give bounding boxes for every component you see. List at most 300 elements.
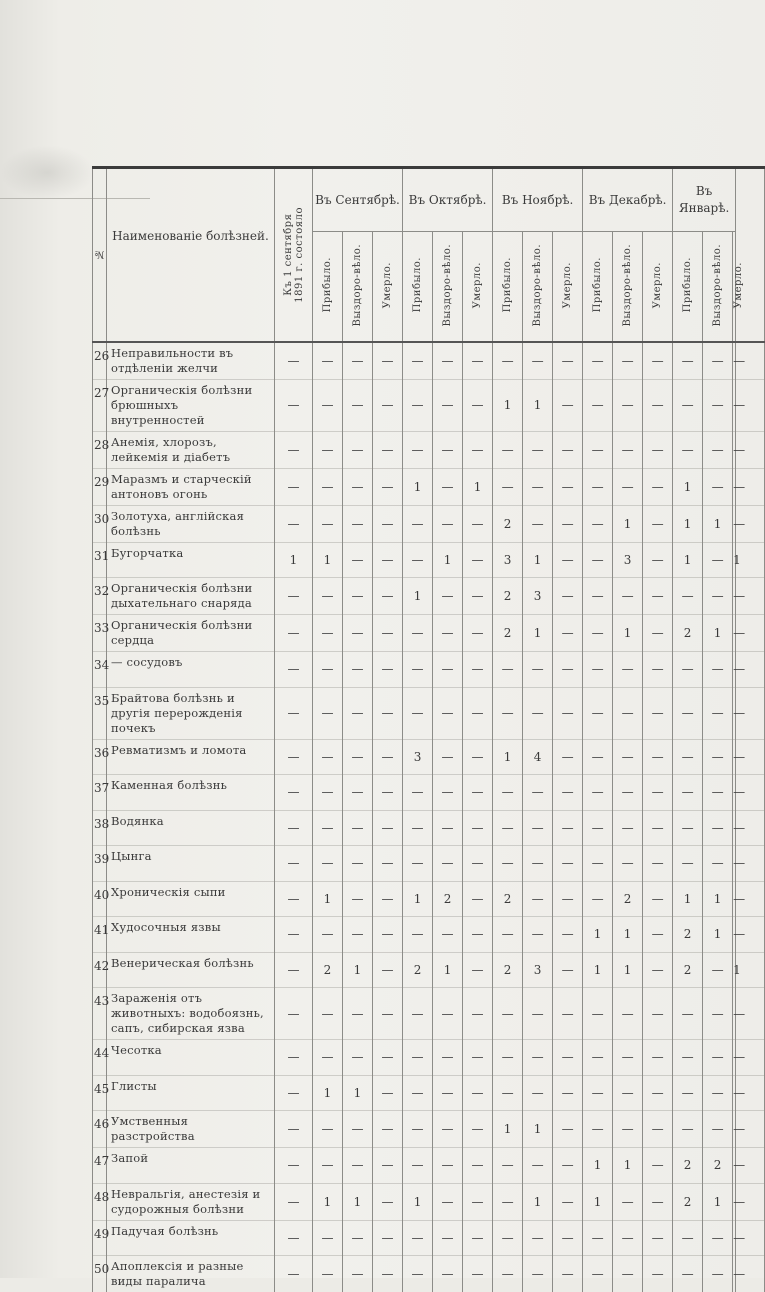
value-cell: — xyxy=(733,1040,736,1076)
value-cell: — xyxy=(343,1148,373,1184)
value-cell: — xyxy=(553,542,583,578)
value-cell: 2 xyxy=(673,1148,703,1184)
value-cell: — xyxy=(553,505,583,542)
value-cell: — xyxy=(553,952,583,988)
value-cell: — xyxy=(613,468,643,505)
value-cell: 1 xyxy=(493,379,523,431)
value-cell: — xyxy=(733,652,736,688)
value-cell: — xyxy=(373,687,403,739)
value-cell: — xyxy=(613,342,643,380)
value-cell: — xyxy=(433,505,463,542)
value-cell: — xyxy=(313,431,343,468)
value-cell: 1 xyxy=(523,615,553,652)
value-cell: — xyxy=(733,881,736,917)
table-row xyxy=(93,1148,765,1184)
value-cell: — xyxy=(553,1256,583,1292)
value-cell: — xyxy=(613,431,643,468)
value-cell: — xyxy=(493,775,523,811)
value-cell: — xyxy=(313,652,343,688)
disease-name: Умственныя разстройства xyxy=(107,1111,275,1148)
value-cell: 1 xyxy=(703,1183,733,1220)
value-cell: — xyxy=(433,1220,463,1256)
value-cell: — xyxy=(553,431,583,468)
table-row xyxy=(93,1256,765,1292)
table-row xyxy=(93,342,765,380)
value-cell: 1 xyxy=(313,542,343,578)
carry-over-cell: — xyxy=(275,775,313,811)
table-row xyxy=(93,1220,765,1256)
row-number: 31 xyxy=(93,542,107,578)
value-cell: — xyxy=(343,881,373,917)
value-cell: — xyxy=(613,775,643,811)
value-cell: — xyxy=(313,917,343,953)
value-cell: — xyxy=(613,1075,643,1111)
value-cell: — xyxy=(373,1256,403,1292)
value-cell: — xyxy=(703,468,733,505)
value-cell: — xyxy=(673,342,703,380)
value-cell: — xyxy=(733,505,736,542)
value-cell: — xyxy=(643,881,673,917)
value-cell: — xyxy=(403,988,433,1040)
value-cell: — xyxy=(523,687,553,739)
value-cell: 1 xyxy=(733,542,736,578)
value-cell: — xyxy=(643,988,673,1040)
cut-off-column xyxy=(736,169,765,342)
value-cell: — xyxy=(343,1220,373,1256)
value-cell: — xyxy=(733,988,736,1040)
value-cell: — xyxy=(463,810,493,846)
value-cell: — xyxy=(433,1111,463,1148)
value-cell: 2 xyxy=(613,881,643,917)
value-cell: 2 xyxy=(493,578,523,615)
value-cell: 2 xyxy=(433,881,463,917)
value-cell: — xyxy=(643,431,673,468)
carry-over-cell: — xyxy=(275,1220,313,1256)
value-cell: 2 xyxy=(673,952,703,988)
value-cell: — xyxy=(523,1040,553,1076)
value-cell: — xyxy=(733,1148,736,1184)
value-cell: — xyxy=(463,1075,493,1111)
value-cell: — xyxy=(493,342,523,380)
value-cell: 3 xyxy=(523,578,553,615)
row-number: 35 xyxy=(93,687,107,739)
value-cell: — xyxy=(643,775,673,811)
value-cell: — xyxy=(643,652,673,688)
subheader-arrived: Прибыло. xyxy=(493,232,523,342)
value-cell: 1 xyxy=(703,505,733,542)
table-row xyxy=(93,846,765,882)
subheader-died: Умерло. xyxy=(463,232,493,342)
value-cell: — xyxy=(643,1111,673,1148)
value-cell: — xyxy=(433,342,463,380)
value-cell: — xyxy=(643,810,673,846)
value-cell: — xyxy=(553,775,583,811)
subheader-died: Умерло. xyxy=(733,232,736,342)
value-cell: — xyxy=(463,775,493,811)
subheader-arrived: Прибыло. xyxy=(583,232,613,342)
row-number: 32 xyxy=(93,578,107,615)
table-row xyxy=(93,1075,765,1111)
value-cell: 2 xyxy=(493,615,523,652)
value-cell: — xyxy=(523,881,553,917)
disease-name: Ревматизмъ и ломота xyxy=(107,739,275,775)
value-cell: 3 xyxy=(493,542,523,578)
value-cell: — xyxy=(373,342,403,380)
value-cell: 1 xyxy=(343,1183,373,1220)
value-cell: — xyxy=(673,1256,703,1292)
row-number: 29 xyxy=(93,468,107,505)
value-cell: 2 xyxy=(673,1183,703,1220)
value-cell: — xyxy=(493,810,523,846)
carry-over-cell: — xyxy=(275,1256,313,1292)
value-cell: — xyxy=(493,846,523,882)
value-cell: — xyxy=(313,1111,343,1148)
value-cell: — xyxy=(613,739,643,775)
value-cell: — xyxy=(583,1111,613,1148)
subheader-recovered: Выздоро-вѣло. xyxy=(343,232,373,342)
subheader-recovered: Выздоро-вѣло. xyxy=(613,232,643,342)
value-cell: — xyxy=(643,952,673,988)
value-cell: 1 xyxy=(463,468,493,505)
row-number: 50 xyxy=(93,1256,107,1292)
value-cell: — xyxy=(313,468,343,505)
value-cell: 1 xyxy=(673,505,703,542)
value-cell: — xyxy=(373,775,403,811)
value-cell: — xyxy=(643,505,673,542)
value-cell: — xyxy=(373,846,403,882)
value-cell: — xyxy=(733,379,736,431)
subheader-died: Умерло. xyxy=(553,232,583,342)
value-cell: — xyxy=(343,615,373,652)
value-cell: 1 xyxy=(343,1075,373,1111)
value-cell: — xyxy=(373,881,403,917)
value-cell: — xyxy=(583,542,613,578)
carry-over-cell: — xyxy=(275,739,313,775)
value-cell: — xyxy=(403,1040,433,1076)
value-cell: — xyxy=(643,542,673,578)
carry-over-cell: — xyxy=(275,1040,313,1076)
value-cell: — xyxy=(673,1111,703,1148)
value-cell: — xyxy=(553,687,583,739)
value-cell: — xyxy=(673,687,703,739)
value-cell: — xyxy=(703,342,733,380)
month-header-november: Въ Ноябрѣ. xyxy=(493,169,583,232)
subheader-died: Умерло. xyxy=(373,232,403,342)
value-cell: — xyxy=(373,431,403,468)
table-row xyxy=(93,652,765,688)
value-cell: — xyxy=(433,379,463,431)
value-cell: — xyxy=(463,342,493,380)
value-cell: 1 xyxy=(613,505,643,542)
value-cell: — xyxy=(613,1256,643,1292)
carry-over-column-header xyxy=(275,169,313,342)
value-cell: — xyxy=(463,739,493,775)
value-cell: 1 xyxy=(493,739,523,775)
value-cell: — xyxy=(523,917,553,953)
value-cell: — xyxy=(373,1040,403,1076)
value-cell: — xyxy=(583,578,613,615)
value-cell: — xyxy=(463,1148,493,1184)
value-cell: — xyxy=(343,1040,373,1076)
value-cell: 1 xyxy=(493,1111,523,1148)
value-cell: 1 xyxy=(583,1183,613,1220)
value-cell: — xyxy=(673,578,703,615)
value-cell: — xyxy=(463,379,493,431)
value-cell: — xyxy=(703,542,733,578)
value-cell: — xyxy=(493,652,523,688)
value-cell: — xyxy=(403,342,433,380)
value-cell: — xyxy=(643,1075,673,1111)
value-cell: 4 xyxy=(523,739,553,775)
disease-name: Апоплексія и разные виды паралича xyxy=(107,1256,275,1292)
carry-over-cell: — xyxy=(275,881,313,917)
row-number: 47 xyxy=(93,1148,107,1184)
value-cell: 2 xyxy=(493,505,523,542)
value-cell: — xyxy=(463,652,493,688)
value-cell: — xyxy=(403,775,433,811)
row-number: 44 xyxy=(93,1040,107,1076)
value-cell: — xyxy=(733,578,736,615)
carry-over-cell: — xyxy=(275,1075,313,1111)
value-cell: — xyxy=(523,1148,553,1184)
value-cell: 1 xyxy=(673,542,703,578)
value-cell: — xyxy=(673,1075,703,1111)
value-cell: — xyxy=(403,1111,433,1148)
disease-name: Водянка xyxy=(107,810,275,846)
value-cell: — xyxy=(403,810,433,846)
value-cell: — xyxy=(733,1111,736,1148)
value-cell: — xyxy=(643,1040,673,1076)
carry-over-cell: — xyxy=(275,1183,313,1220)
value-cell: 2 xyxy=(313,952,343,988)
value-cell: 1 xyxy=(613,1148,643,1184)
value-cell: — xyxy=(643,1220,673,1256)
value-cell: — xyxy=(343,810,373,846)
value-cell: — xyxy=(373,615,403,652)
value-cell: 1 xyxy=(613,917,643,953)
value-cell: — xyxy=(313,687,343,739)
month-header-december: Въ Декабрѣ. xyxy=(583,169,673,232)
table-row xyxy=(93,881,765,917)
value-cell: — xyxy=(703,846,733,882)
value-cell: — xyxy=(673,810,703,846)
carry-over-cell: — xyxy=(275,1148,313,1184)
value-cell: — xyxy=(343,379,373,431)
value-cell: 2 xyxy=(673,917,703,953)
value-cell: — xyxy=(433,846,463,882)
value-cell: 1 xyxy=(673,468,703,505)
value-cell: — xyxy=(613,578,643,615)
value-cell: — xyxy=(583,739,613,775)
disease-name: Глисты xyxy=(107,1075,275,1111)
value-cell: — xyxy=(583,652,613,688)
carry-over-cell: — xyxy=(275,846,313,882)
row-number: 34 xyxy=(93,652,107,688)
value-cell: — xyxy=(523,775,553,811)
value-cell: — xyxy=(313,379,343,431)
value-cell: — xyxy=(583,505,613,542)
table-row xyxy=(93,505,765,542)
value-cell: — xyxy=(343,775,373,811)
value-cell: — xyxy=(583,1075,613,1111)
value-cell: — xyxy=(343,846,373,882)
value-cell: — xyxy=(313,846,343,882)
carry-over-cell: — xyxy=(275,379,313,431)
value-cell: — xyxy=(733,1183,736,1220)
row-number: 48 xyxy=(93,1183,107,1220)
value-cell: — xyxy=(523,1075,553,1111)
value-cell: — xyxy=(643,342,673,380)
value-cell: — xyxy=(463,881,493,917)
carry-over-cell: — xyxy=(275,917,313,953)
value-cell: — xyxy=(613,687,643,739)
disease-name: Золотуха, англійская болѣзнь xyxy=(107,505,275,542)
value-cell: — xyxy=(373,1111,403,1148)
value-cell: — xyxy=(733,917,736,953)
value-cell: — xyxy=(493,1040,523,1076)
value-cell: — xyxy=(343,578,373,615)
row-number: 36 xyxy=(93,739,107,775)
value-cell: 1 xyxy=(403,468,433,505)
value-cell: — xyxy=(673,431,703,468)
value-cell: 1 xyxy=(523,542,553,578)
value-cell: — xyxy=(343,431,373,468)
value-cell: — xyxy=(373,1148,403,1184)
value-cell: — xyxy=(613,846,643,882)
table-row xyxy=(93,739,765,775)
value-cell: — xyxy=(583,988,613,1040)
table-row xyxy=(93,917,765,953)
value-cell: — xyxy=(523,988,553,1040)
value-cell: — xyxy=(703,431,733,468)
value-cell: — xyxy=(463,1183,493,1220)
value-cell: — xyxy=(553,881,583,917)
value-cell: 2 xyxy=(493,952,523,988)
value-cell: — xyxy=(643,917,673,953)
value-cell: — xyxy=(463,917,493,953)
page-smudge xyxy=(0,145,95,200)
value-cell: — xyxy=(733,687,736,739)
row-number: 33 xyxy=(93,615,107,652)
value-cell: — xyxy=(313,505,343,542)
value-cell: — xyxy=(673,846,703,882)
disease-name: Органическія болѣзни сердца xyxy=(107,615,275,652)
value-cell: — xyxy=(373,505,403,542)
value-cell: 1 xyxy=(403,881,433,917)
value-cell: — xyxy=(613,379,643,431)
value-cell: — xyxy=(583,1040,613,1076)
value-cell: — xyxy=(523,505,553,542)
value-cell: — xyxy=(553,468,583,505)
value-cell: — xyxy=(733,1220,736,1256)
value-cell: — xyxy=(433,652,463,688)
value-cell: — xyxy=(403,687,433,739)
value-cell: 2 xyxy=(403,952,433,988)
value-cell: — xyxy=(433,1075,463,1111)
value-cell: — xyxy=(493,468,523,505)
value-cell: — xyxy=(583,1220,613,1256)
value-cell: 1 xyxy=(733,952,736,988)
value-cell: — xyxy=(343,988,373,1040)
table-row xyxy=(93,1040,765,1076)
value-cell: — xyxy=(553,1111,583,1148)
value-cell: — xyxy=(643,1256,673,1292)
value-cell: — xyxy=(553,652,583,688)
value-cell: — xyxy=(313,739,343,775)
value-cell: — xyxy=(463,615,493,652)
value-cell: — xyxy=(463,952,493,988)
subheader-arrived: Прибыло. xyxy=(313,232,343,342)
value-cell: — xyxy=(373,810,403,846)
carry-over-cell: — xyxy=(275,615,313,652)
value-cell: — xyxy=(373,578,403,615)
value-cell: — xyxy=(583,468,613,505)
value-cell: — xyxy=(403,379,433,431)
value-cell: — xyxy=(403,1075,433,1111)
value-cell: — xyxy=(403,505,433,542)
value-cell: — xyxy=(553,739,583,775)
table-row xyxy=(93,431,765,468)
value-cell: — xyxy=(733,1075,736,1111)
value-cell: 1 xyxy=(523,1111,553,1148)
value-cell: — xyxy=(733,615,736,652)
value-cell: — xyxy=(373,542,403,578)
value-cell: — xyxy=(523,1256,553,1292)
value-cell: — xyxy=(343,687,373,739)
value-cell: — xyxy=(613,652,643,688)
table-row xyxy=(93,578,765,615)
value-cell: — xyxy=(343,542,373,578)
value-cell: — xyxy=(703,379,733,431)
value-cell: — xyxy=(673,988,703,1040)
value-cell: — xyxy=(433,739,463,775)
value-cell: — xyxy=(673,652,703,688)
value-cell: — xyxy=(643,1183,673,1220)
value-cell: — xyxy=(553,1148,583,1184)
value-cell: — xyxy=(433,988,463,1040)
value-cell: — xyxy=(583,342,613,380)
row-number: 38 xyxy=(93,810,107,846)
disease-name: Бугорчатка xyxy=(107,542,275,578)
disease-name: Органическія болѣзни брюшныхъ внутренностей xyxy=(107,379,275,431)
value-cell: — xyxy=(553,578,583,615)
table-row xyxy=(93,952,765,988)
value-cell: 1 xyxy=(673,881,703,917)
value-cell: — xyxy=(703,1111,733,1148)
disease-name: Зараженія отъ животныхъ: водобоязнь, сапъ, сибирская язва xyxy=(107,988,275,1040)
value-cell: — xyxy=(433,431,463,468)
value-cell: — xyxy=(433,917,463,953)
value-cell: — xyxy=(583,687,613,739)
value-cell: 1 xyxy=(313,881,343,917)
row-number: 30 xyxy=(93,505,107,542)
table-row xyxy=(93,379,765,431)
value-cell: — xyxy=(433,615,463,652)
value-cell: — xyxy=(523,846,553,882)
value-cell: — xyxy=(583,775,613,811)
value-cell: — xyxy=(703,988,733,1040)
disease-name: — сосудовъ xyxy=(107,652,275,688)
value-cell: — xyxy=(403,615,433,652)
value-cell: — xyxy=(463,1256,493,1292)
value-cell: — xyxy=(613,1040,643,1076)
value-cell: — xyxy=(373,652,403,688)
value-cell: — xyxy=(703,1075,733,1111)
value-cell: — xyxy=(613,1183,643,1220)
row-number: 43 xyxy=(93,988,107,1040)
value-cell: — xyxy=(493,1075,523,1111)
value-cell: 1 xyxy=(313,1075,343,1111)
